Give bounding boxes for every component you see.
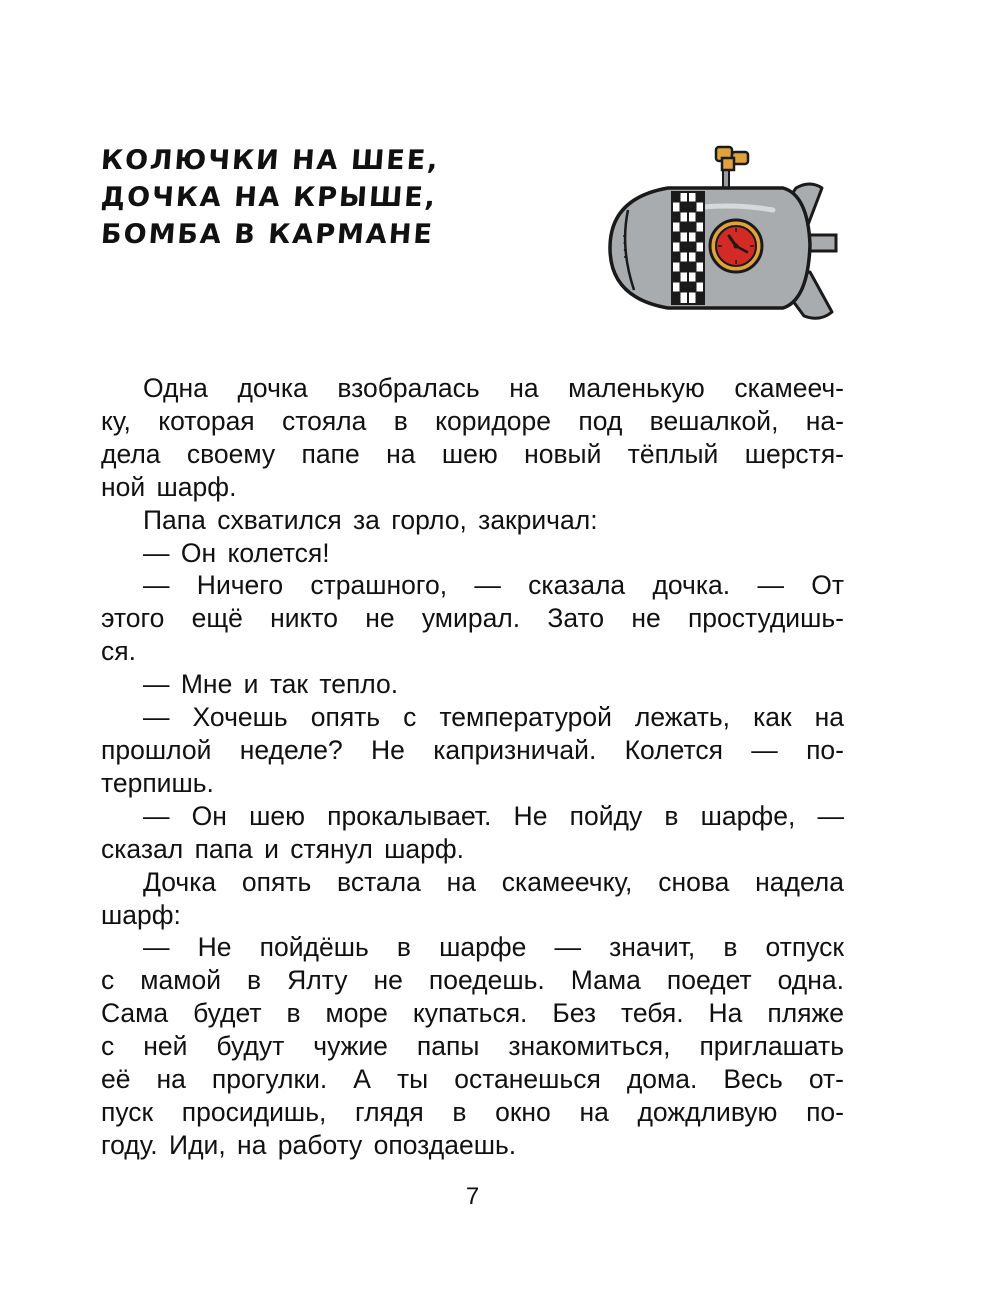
paragraph xyxy=(101,701,844,800)
text-line: — Он шею прокалывает. Не пойду в шарфе, — xyxy=(143,800,844,831)
paragraph xyxy=(101,537,844,570)
text-line: — Он колется! xyxy=(143,537,330,568)
text-line: шарф: xyxy=(101,899,181,930)
wind-up-key-icon xyxy=(716,147,748,190)
paragraph xyxy=(101,866,844,932)
text-line: — Не пойдёшь в шарфе — значит, в отпуск xyxy=(143,932,844,963)
paragraph xyxy=(101,668,844,701)
page-number: 7 xyxy=(465,1183,480,1210)
text-line: с ней будут чужие папы знакомиться, приглашать xyxy=(101,1031,844,1062)
paragraph xyxy=(101,931,844,1161)
text-line: её на прогулки. А ты останешься дома. Весь от- xyxy=(101,1064,844,1095)
text-line: сказал папа и стянул шарф. xyxy=(101,833,465,864)
text-line: — Ничего страшного, — сказала дочка. — От xyxy=(143,570,844,601)
chapter-title-line-1: КОЛЮЧКИ НА ШЕЕ, xyxy=(99,145,441,176)
paragraph xyxy=(101,372,844,504)
text-line: дела своему папе на шею новый тёплый шерстя- xyxy=(101,438,844,469)
chapter-title xyxy=(101,142,521,253)
text-line: терпишь. xyxy=(101,767,214,798)
text-line: Папа схватился за горло, закричал: xyxy=(143,504,598,535)
text-line: ку, которая стояла в коридоре под вешалкой, на- xyxy=(101,405,844,436)
paragraph xyxy=(101,800,844,866)
paragraph xyxy=(101,504,844,537)
text-line: ной шарф. xyxy=(101,471,237,502)
text-line: — Мне и так тепло. xyxy=(143,669,399,700)
chapter-title-line-3: БОМБА В КАРМАНЕ xyxy=(99,219,435,250)
chapter-title-line-2: ДОЧКА НА КРЫШЕ, xyxy=(99,182,439,213)
bomb-illustration-icon xyxy=(598,140,848,325)
text-line: с мамой в Ялту не поедешь. Мама поедет одна. xyxy=(101,965,844,996)
text-line: Сама будет в море купаться. Без тебя. На пляже xyxy=(101,998,844,1029)
text-line: пуск просидишь, глядя в окно на дождливую по- xyxy=(101,1096,844,1127)
text-line: прошлой неделе? Не капризничай. Колется — по- xyxy=(101,734,844,765)
paragraph xyxy=(101,569,844,668)
text-line: Одна дочка взобралась на маленькую скамееч- xyxy=(143,373,844,403)
text-line: — Хочешь опять с температурой лежать, как на xyxy=(143,702,844,733)
text-line: Дочка опять встала на скамеечку, снова надела xyxy=(143,866,844,897)
text-line: ся. xyxy=(101,636,136,667)
story-text xyxy=(101,372,844,1162)
text-line: этого ещё никто не умирал. Зато не простудишь- xyxy=(101,603,844,634)
text-line: году. Иди, на работу опоздаешь. xyxy=(101,1129,517,1160)
clock-icon xyxy=(710,220,762,272)
